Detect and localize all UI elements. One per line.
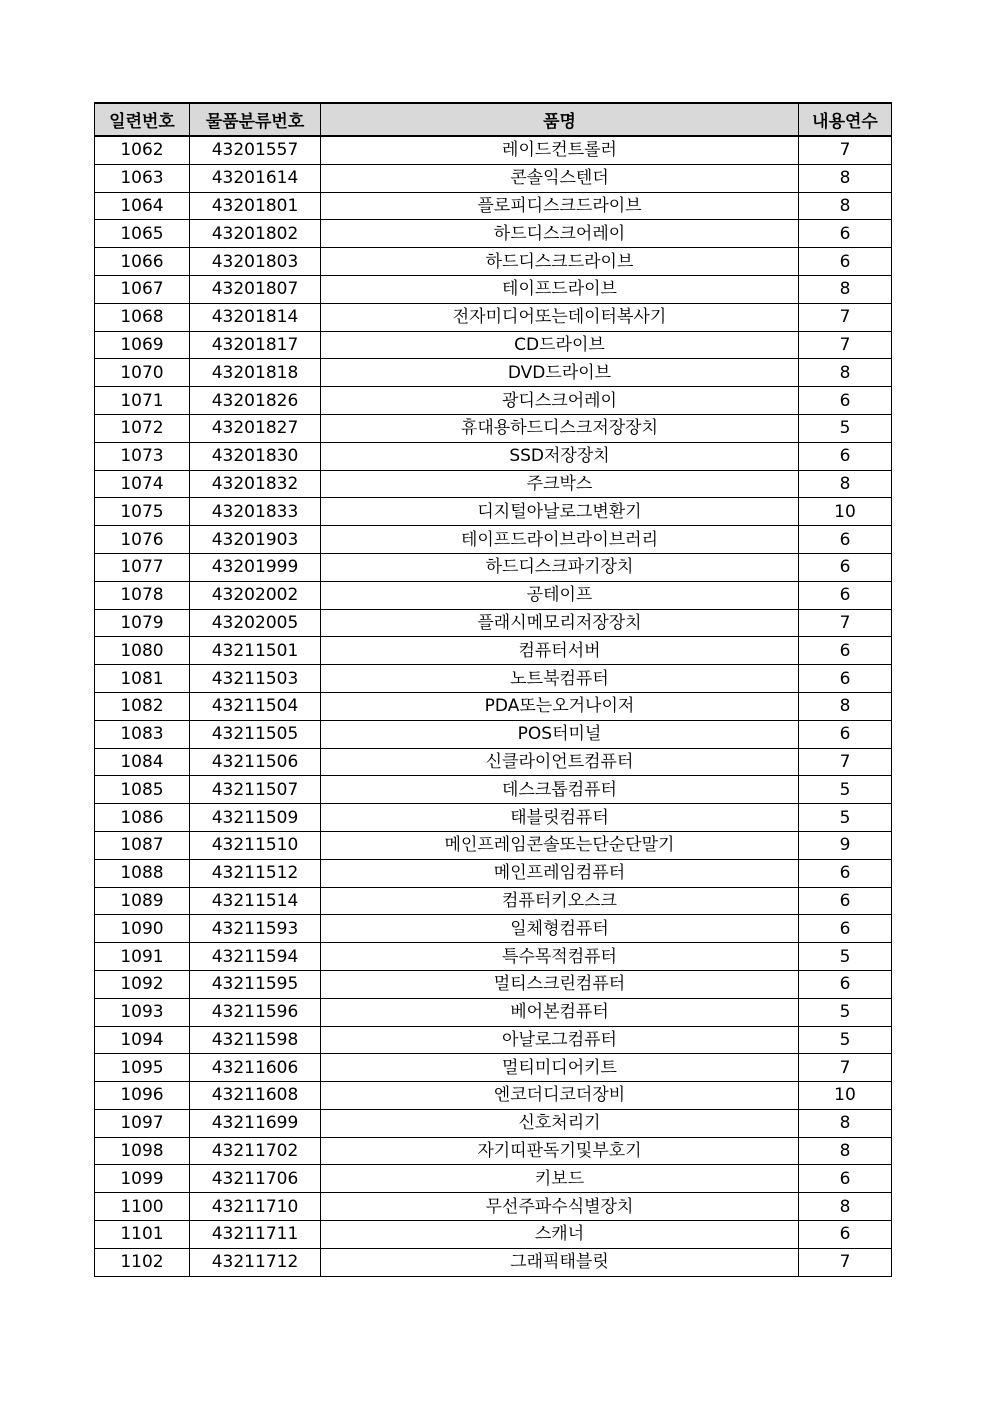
cell-serial-number: 1090	[95, 915, 190, 943]
cell-classification-number: 43201832	[190, 470, 321, 498]
cell-item-name: 자기띠판독기및부호기	[321, 1137, 799, 1165]
table-row	[95, 887, 892, 915]
table-row	[95, 1165, 892, 1193]
cell-serial-number: 1077	[95, 553, 190, 581]
cell-serial-number: 1081	[95, 665, 190, 693]
cell-item-name: 공테이프	[321, 581, 799, 609]
cell-serial-number: 1094	[95, 1026, 190, 1054]
cell-item-name: 레이드컨트롤러	[321, 136, 799, 164]
table-row	[95, 136, 892, 164]
cell-useful-life: 7	[799, 609, 892, 637]
cell-useful-life: 6	[799, 248, 892, 276]
table-row	[95, 859, 892, 887]
cell-serial-number: 1083	[95, 720, 190, 748]
cell-serial-number: 1086	[95, 804, 190, 832]
cell-item-name: 광디스크어레이	[321, 387, 799, 415]
cell-item-name: 스캐너	[321, 1221, 799, 1249]
header-useful-life: 내용연수	[799, 103, 892, 136]
cell-useful-life: 8	[799, 164, 892, 192]
cell-classification-number: 43201814	[190, 303, 321, 331]
cell-item-name: 노트북컴퓨터	[321, 665, 799, 693]
cell-serial-number: 1100	[95, 1193, 190, 1221]
table-row	[95, 804, 892, 832]
cell-item-name: POS터미널	[321, 720, 799, 748]
cell-useful-life: 6	[799, 581, 892, 609]
cell-classification-number: 43211598	[190, 1026, 321, 1054]
table-row	[95, 998, 892, 1026]
cell-useful-life: 7	[799, 1054, 892, 1082]
document-page	[94, 102, 891, 1277]
cell-item-name: 키보드	[321, 1165, 799, 1193]
cell-serial-number: 1067	[95, 275, 190, 303]
cell-classification-number: 43201830	[190, 442, 321, 470]
cell-serial-number: 1085	[95, 776, 190, 804]
cell-useful-life: 10	[799, 1082, 892, 1110]
cell-item-name: 테이프드라이브라이브러리	[321, 526, 799, 554]
cell-item-name: 멀티스크린컴퓨터	[321, 970, 799, 998]
cell-serial-number: 1075	[95, 498, 190, 526]
cell-useful-life: 7	[799, 748, 892, 776]
cell-useful-life: 8	[799, 359, 892, 387]
cell-item-name: 베어본컴퓨터	[321, 998, 799, 1026]
cell-item-name: 신클라이언트컴퓨터	[321, 748, 799, 776]
table-row	[95, 776, 892, 804]
table-row	[95, 526, 892, 554]
cell-classification-number: 43201803	[190, 248, 321, 276]
cell-useful-life: 6	[799, 637, 892, 665]
cell-classification-number: 43211699	[190, 1109, 321, 1137]
cell-useful-life: 6	[799, 526, 892, 554]
cell-serial-number: 1071	[95, 387, 190, 415]
table-row	[95, 1248, 892, 1276]
cell-serial-number: 1074	[95, 470, 190, 498]
cell-useful-life: 6	[799, 970, 892, 998]
table-row	[95, 1137, 892, 1165]
cell-useful-life: 6	[799, 665, 892, 693]
table-body	[95, 136, 892, 1276]
cell-useful-life: 6	[799, 915, 892, 943]
cell-useful-life: 5	[799, 998, 892, 1026]
table-row	[95, 414, 892, 442]
cell-item-name: DVD드라이브	[321, 359, 799, 387]
cell-useful-life: 8	[799, 1137, 892, 1165]
cell-serial-number: 1064	[95, 192, 190, 220]
cell-serial-number: 1091	[95, 943, 190, 971]
cell-useful-life: 6	[799, 887, 892, 915]
table-row	[95, 220, 892, 248]
table-row	[95, 164, 892, 192]
cell-item-name: 일체형컴퓨터	[321, 915, 799, 943]
table-row	[95, 943, 892, 971]
cell-useful-life: 6	[799, 859, 892, 887]
cell-classification-number: 43211506	[190, 748, 321, 776]
cell-useful-life: 8	[799, 1193, 892, 1221]
cell-classification-number: 43211711	[190, 1221, 321, 1249]
cell-useful-life: 7	[799, 331, 892, 359]
cell-classification-number: 43201614	[190, 164, 321, 192]
cell-classification-number: 43211503	[190, 665, 321, 693]
cell-classification-number: 43201903	[190, 526, 321, 554]
cell-serial-number: 1068	[95, 303, 190, 331]
cell-item-name: 무선주파수식별장치	[321, 1193, 799, 1221]
cell-serial-number: 1102	[95, 1248, 190, 1276]
cell-serial-number: 1087	[95, 831, 190, 859]
cell-classification-number: 43211507	[190, 776, 321, 804]
cell-classification-number: 43211595	[190, 970, 321, 998]
table-row	[95, 637, 892, 665]
cell-useful-life: 5	[799, 943, 892, 971]
header-classification-number: 물품분류번호	[190, 103, 321, 136]
cell-classification-number: 43211608	[190, 1082, 321, 1110]
table-row	[95, 1082, 892, 1110]
cell-useful-life: 6	[799, 220, 892, 248]
cell-classification-number: 43201801	[190, 192, 321, 220]
table-row	[95, 1193, 892, 1221]
cell-serial-number: 1088	[95, 859, 190, 887]
cell-useful-life: 7	[799, 303, 892, 331]
cell-classification-number: 43211593	[190, 915, 321, 943]
table-row	[95, 665, 892, 693]
cell-serial-number: 1098	[95, 1137, 190, 1165]
cell-item-name: 태블릿컴퓨터	[321, 804, 799, 832]
cell-item-name: 특수목적컴퓨터	[321, 943, 799, 971]
cell-classification-number: 43201827	[190, 414, 321, 442]
cell-useful-life: 7	[799, 136, 892, 164]
cell-serial-number: 1066	[95, 248, 190, 276]
cell-serial-number: 1080	[95, 637, 190, 665]
cell-useful-life: 9	[799, 831, 892, 859]
cell-item-name: 휴대용하드디스크저장장치	[321, 414, 799, 442]
cell-useful-life: 6	[799, 442, 892, 470]
cell-item-name: 데스크톱컴퓨터	[321, 776, 799, 804]
table-row	[95, 970, 892, 998]
cell-serial-number: 1101	[95, 1221, 190, 1249]
table-row	[95, 192, 892, 220]
cell-item-name: CD드라이브	[321, 331, 799, 359]
cell-item-name: 디지털아날로그변환기	[321, 498, 799, 526]
cell-serial-number: 1092	[95, 970, 190, 998]
table-row	[95, 720, 892, 748]
table-row	[95, 331, 892, 359]
cell-useful-life: 6	[799, 1165, 892, 1193]
cell-item-name: 컴퓨터서버	[321, 637, 799, 665]
cell-serial-number: 1072	[95, 414, 190, 442]
cell-item-name: SSD저장장치	[321, 442, 799, 470]
cell-item-name: 컴퓨터키오스크	[321, 887, 799, 915]
cell-useful-life: 5	[799, 776, 892, 804]
table-row	[95, 609, 892, 637]
table-row	[95, 553, 892, 581]
cell-serial-number: 1065	[95, 220, 190, 248]
cell-useful-life: 6	[799, 1221, 892, 1249]
cell-serial-number: 1070	[95, 359, 190, 387]
table-header-row	[95, 103, 892, 136]
cell-item-name: 전자미디어또는데이터복사기	[321, 303, 799, 331]
table-row	[95, 748, 892, 776]
cell-classification-number: 43201802	[190, 220, 321, 248]
table-row	[95, 248, 892, 276]
cell-useful-life: 6	[799, 387, 892, 415]
table-row	[95, 359, 892, 387]
cell-item-name: 아날로그컴퓨터	[321, 1026, 799, 1054]
cell-classification-number: 43211710	[190, 1193, 321, 1221]
cell-serial-number: 1095	[95, 1054, 190, 1082]
cell-classification-number: 43211510	[190, 831, 321, 859]
cell-serial-number: 1096	[95, 1082, 190, 1110]
table-row	[95, 442, 892, 470]
table-row	[95, 1026, 892, 1054]
table-row	[95, 915, 892, 943]
cell-useful-life: 10	[799, 498, 892, 526]
cell-serial-number: 1097	[95, 1109, 190, 1137]
cell-useful-life: 8	[799, 692, 892, 720]
durability-table	[94, 102, 892, 1277]
cell-useful-life: 7	[799, 1248, 892, 1276]
table-row	[95, 831, 892, 859]
cell-serial-number: 1099	[95, 1165, 190, 1193]
cell-serial-number: 1063	[95, 164, 190, 192]
table-row	[95, 1221, 892, 1249]
table-row	[95, 303, 892, 331]
cell-classification-number: 43201833	[190, 498, 321, 526]
cell-serial-number: 1089	[95, 887, 190, 915]
cell-classification-number: 43201807	[190, 275, 321, 303]
cell-useful-life: 6	[799, 720, 892, 748]
cell-classification-number: 43201818	[190, 359, 321, 387]
cell-classification-number: 43211594	[190, 943, 321, 971]
cell-item-name: 콘솔익스텐더	[321, 164, 799, 192]
cell-serial-number: 1069	[95, 331, 190, 359]
table-row	[95, 387, 892, 415]
table-row	[95, 275, 892, 303]
table-row	[95, 498, 892, 526]
cell-item-name: 하드디스크어레이	[321, 220, 799, 248]
cell-classification-number: 43211702	[190, 1137, 321, 1165]
cell-item-name: PDA또는오거나이저	[321, 692, 799, 720]
cell-classification-number: 43211505	[190, 720, 321, 748]
cell-classification-number: 43201817	[190, 331, 321, 359]
cell-classification-number: 43211504	[190, 692, 321, 720]
cell-item-name: 메인프레임콘솔또는단순단말기	[321, 831, 799, 859]
cell-classification-number: 43201999	[190, 553, 321, 581]
cell-useful-life: 8	[799, 1109, 892, 1137]
table-row	[95, 692, 892, 720]
cell-item-name: 멀티미디어키트	[321, 1054, 799, 1082]
cell-classification-number: 43202005	[190, 609, 321, 637]
table-row	[95, 1109, 892, 1137]
table-row	[95, 1054, 892, 1082]
cell-item-name: 주크박스	[321, 470, 799, 498]
cell-item-name: 그래픽태블릿	[321, 1248, 799, 1276]
cell-classification-number: 43211514	[190, 887, 321, 915]
cell-item-name: 하드디스크파기장치	[321, 553, 799, 581]
cell-serial-number: 1078	[95, 581, 190, 609]
cell-item-name: 플래시메모리저장장치	[321, 609, 799, 637]
cell-classification-number: 43201557	[190, 136, 321, 164]
cell-serial-number: 1062	[95, 136, 190, 164]
cell-useful-life: 8	[799, 275, 892, 303]
cell-useful-life: 8	[799, 192, 892, 220]
cell-item-name: 테이프드라이브	[321, 275, 799, 303]
cell-item-name: 엔코더디코더장비	[321, 1082, 799, 1110]
cell-serial-number: 1079	[95, 609, 190, 637]
cell-serial-number: 1093	[95, 998, 190, 1026]
cell-classification-number: 43211712	[190, 1248, 321, 1276]
table-row	[95, 581, 892, 609]
cell-useful-life: 5	[799, 804, 892, 832]
cell-serial-number: 1082	[95, 692, 190, 720]
cell-classification-number: 43202002	[190, 581, 321, 609]
cell-classification-number: 43211706	[190, 1165, 321, 1193]
header-item-name: 품명	[321, 103, 799, 136]
cell-item-name: 플로피디스크드라이브	[321, 192, 799, 220]
cell-serial-number: 1084	[95, 748, 190, 776]
cell-item-name: 메인프레임컴퓨터	[321, 859, 799, 887]
cell-classification-number: 43211512	[190, 859, 321, 887]
cell-classification-number: 43211501	[190, 637, 321, 665]
cell-useful-life: 5	[799, 414, 892, 442]
cell-classification-number: 43201826	[190, 387, 321, 415]
cell-useful-life: 8	[799, 470, 892, 498]
table-row	[95, 470, 892, 498]
cell-item-name: 신호처리기	[321, 1109, 799, 1137]
cell-useful-life: 5	[799, 1026, 892, 1054]
cell-classification-number: 43211509	[190, 804, 321, 832]
header-serial-number: 일련번호	[95, 103, 190, 136]
cell-classification-number: 43211606	[190, 1054, 321, 1082]
cell-serial-number: 1076	[95, 526, 190, 554]
cell-serial-number: 1073	[95, 442, 190, 470]
cell-classification-number: 43211596	[190, 998, 321, 1026]
cell-useful-life: 6	[799, 553, 892, 581]
cell-item-name: 하드디스크드라이브	[321, 248, 799, 276]
